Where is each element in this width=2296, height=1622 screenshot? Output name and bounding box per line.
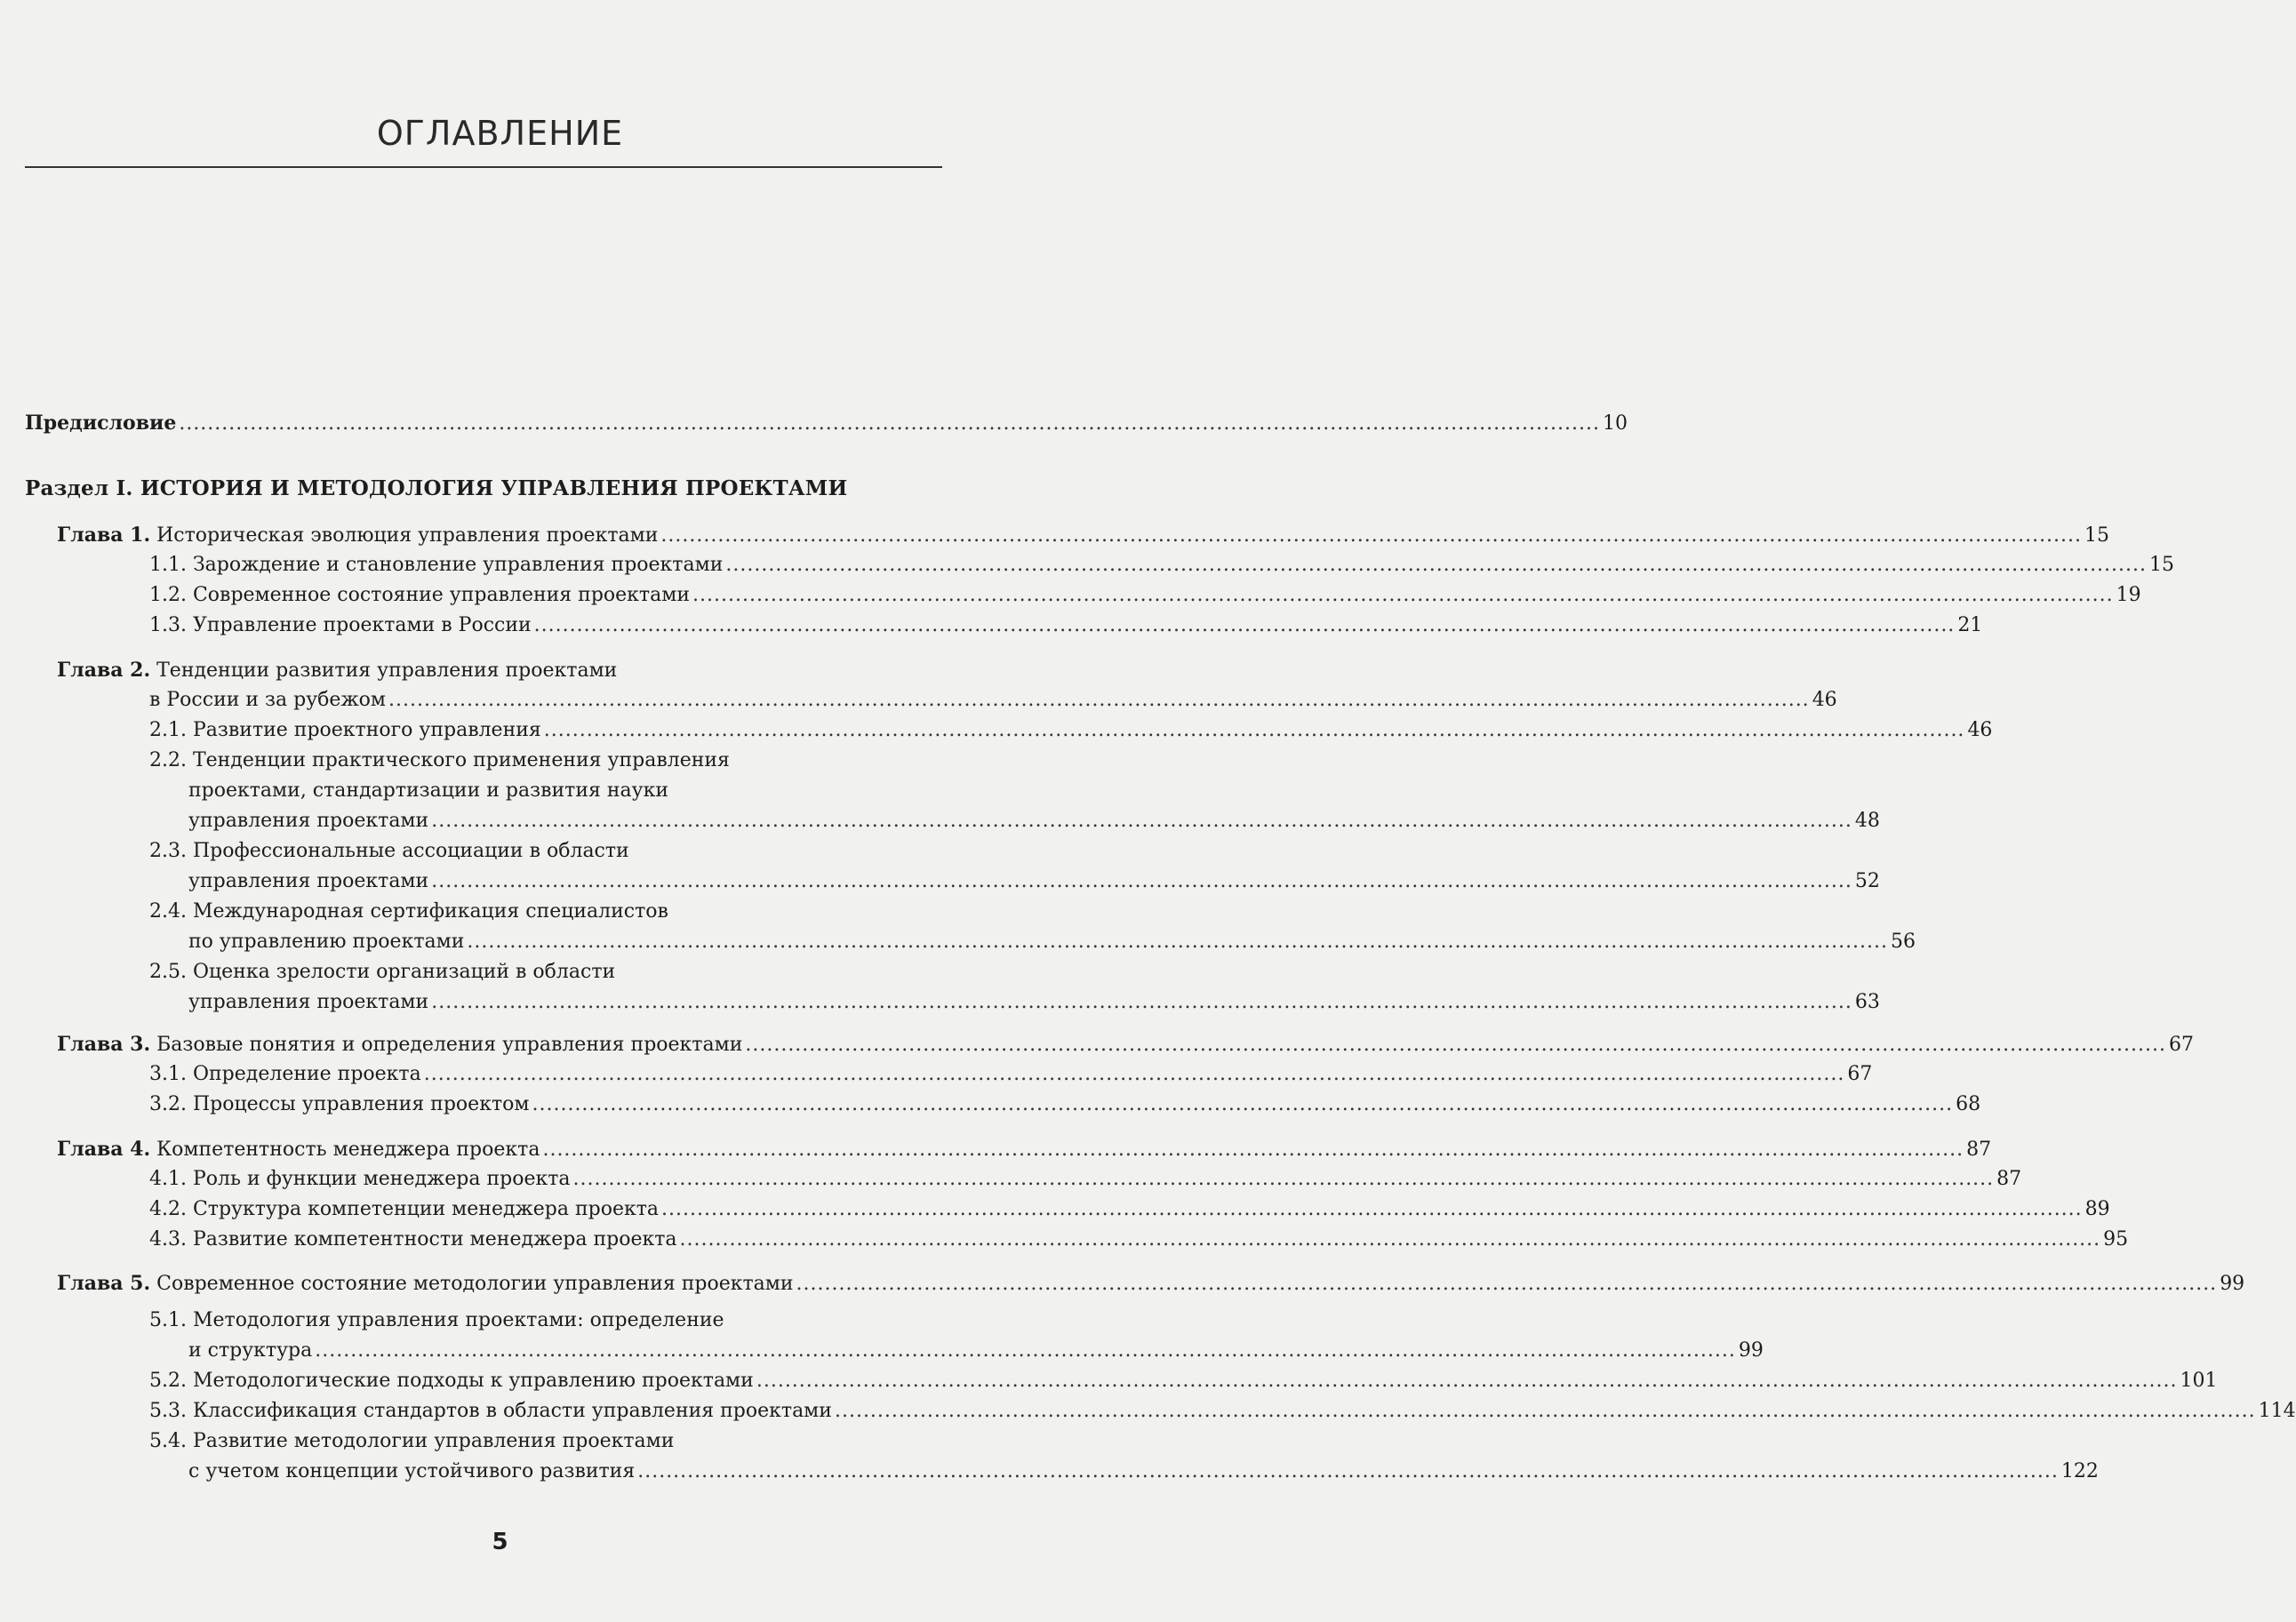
chapter-number: Глава 3. [57,1033,151,1056]
toc-entry-5-1-line1[interactable]: 5.1. Методология управления проектами: определение [149,1309,724,1331]
toc-entry-preface[interactable] [25,411,1628,436]
chapter-title: Тенденции развития управления проектами [156,659,618,682]
toc-entry-label: и структура [188,1339,313,1362]
chapter-title: Базовые понятия и определения управления проектами [156,1034,743,1056]
toc-page-number: 114 [2258,1400,2296,1422]
toc-page-number: 52 [1854,870,1880,892]
toc-page-number: 10 [1602,412,1628,435]
toc-entry-label: 3.2. Процессы управления проектом [149,1093,530,1115]
toc-entry-5-2[interactable] [149,1369,2218,1394]
leader-dots [725,553,2147,578]
toc-entry-chapter-2[interactable] [149,688,1837,713]
leader-dots [542,1138,1964,1163]
toc-entry-label: Предисловие [25,411,177,435]
leader-dots [315,1338,1736,1363]
toc-entry-3-1[interactable] [149,1062,1873,1087]
toc-page-number: 101 [2180,1370,2218,1392]
leader-dots [680,1227,2101,1252]
toc-entry-label: 1.3. Управление проектами в России [149,614,532,636]
toc-entry-5-3[interactable] [149,1399,2296,1424]
toc-entry-4-3[interactable] [149,1227,2129,1252]
title-rule [25,166,942,168]
toc-page-number: 15 [2084,524,2110,547]
toc-page-number: 46 [1967,719,1993,741]
toc-page-number: 99 [1738,1339,1764,1362]
toc-entry-chapter-3[interactable] [57,1032,2194,1058]
chapter-title: Компетентность менеджера проекта [156,1139,540,1161]
toc-page-number: 89 [2084,1198,2110,1220]
toc-entry-5-4-line1[interactable]: 5.4. Развитие методологии управления проектами [149,1430,675,1452]
chapter-number: Глава 1. [57,523,151,547]
chapter-number: Глава 4. [57,1138,151,1161]
toc-entry-label: с учетом концепции устойчивого развития [188,1460,636,1482]
toc-entry-2-2-line2[interactable]: проектами, стандартизации и развития науки [188,779,668,802]
toc-entry-2-5[interactable] [188,990,1880,1015]
toc-entry-label: 4.3. Развитие компетентности менеджера проекта [149,1228,677,1250]
toc-page-number: 46 [1812,689,1837,711]
toc-entry-2-4[interactable] [188,930,1916,955]
toc-entry-label: по управлению проектами [188,931,465,953]
toc-entry-label: управления проектами [188,810,429,832]
toc-page-number: 67 [2169,1034,2194,1056]
leader-dots [544,718,1965,743]
leader-dots [431,990,1852,1015]
toc-entry-4-2[interactable] [149,1197,2110,1222]
leader-dots [661,1197,2083,1222]
toc-entry-label: управления проектами [188,870,429,892]
toc-page-number: 67 [1847,1063,1873,1085]
toc-page-number: 56 [1891,931,1916,953]
chapter-title: Историческая эволюция управления проектами [156,524,659,547]
leader-dots [796,1272,2218,1297]
leader-dots [534,613,1956,638]
leader-dots [756,1369,2178,1394]
toc-page-number: 21 [1957,614,1983,636]
toc-entry-2-4-line1[interactable]: 2.4. Международная сертификация специалистов [149,900,668,923]
leader-dots [431,869,1852,894]
toc-entry-2-5-line1[interactable]: 2.5. Оценка зрелости организаций в области [149,961,616,983]
toc-entry-2-2[interactable] [188,809,1880,834]
toc-page-number: 99 [2220,1273,2245,1295]
toc-entry-label: 2.1. Развитие проектного управления [149,719,541,741]
toc-entry-2-1[interactable] [149,718,1993,743]
toc-entry-label: 3.1. Определение проекта [149,1063,421,1085]
leader-dots [388,688,1810,713]
toc-entry-label: 4.2. Структура компетенции менеджера проекта [149,1198,660,1220]
toc-entry-2-3[interactable] [188,869,1880,894]
toc-entry-3-2[interactable] [149,1092,1981,1117]
toc-entry-label: 1.2. Современное состояние управления проектами [149,584,690,606]
toc-entry-chapter-5[interactable] [57,1271,2245,1297]
toc-entry-1-1[interactable] [149,553,2175,578]
toc-entry-1-2[interactable] [149,583,2141,608]
chapter-number: Глава 5. [57,1272,151,1295]
toc-entry-2-2-line1[interactable]: 2.2. Тенденции практического применения управления [149,749,730,771]
leader-dots [424,1062,1845,1087]
toc-entry-chapter-1[interactable] [57,523,2110,548]
toc-page-number: 15 [2149,554,2175,576]
toc-entry-4-1[interactable] [149,1167,2022,1192]
page-number: 5 [492,1529,508,1555]
leader-dots [532,1092,1953,1117]
toc-entry-label: управления проектами [188,991,429,1013]
leader-dots [467,930,1888,955]
toc-page-number: 19 [2116,584,2141,606]
toc-page-number: 95 [2103,1228,2129,1250]
toc-entry-5-1[interactable] [188,1338,1764,1363]
toc-entry-chapter-2-title[interactable] [57,658,617,683]
toc-page-number: 63 [1854,991,1880,1013]
toc-entry-1-3[interactable] [149,613,1983,638]
chapter-title: Современное состояние методологии управления проектами [156,1273,794,1295]
section-heading: Раздел I. ИСТОРИЯ И МЕТОДОЛОГИЯ УПРАВЛЕНИЯ ПРОЕКТАМИ [25,476,848,500]
leader-dots [745,1033,2166,1058]
toc-entry-label: 4.1. Роль и функции менеджера проекта [149,1168,571,1190]
toc-page-number: 122 [2060,1460,2099,1482]
toc-entry-chapter-4[interactable] [57,1137,1992,1163]
leader-dots [692,583,2114,608]
toc-entry-5-4[interactable] [188,1459,2099,1484]
chapter-title-cont: в России и за рубежом [149,689,387,711]
leader-dots [431,809,1852,834]
toc-page-number: 87 [1996,1168,2022,1190]
toc-page-number: 87 [1966,1139,1992,1161]
leader-dots [660,523,2082,548]
toc-entry-label: 5.2. Методологические подходы к управлению проектами [149,1370,754,1392]
page-title: ОГЛАВЛЕНИЕ [376,114,624,153]
leader-dots [179,411,1600,436]
toc-entry-label: 1.1. Зарождение и становление управления проектами [149,554,724,576]
leader-dots [637,1459,2059,1484]
toc-entry-label: 5.3. Классификация стандартов в области управления проектами [149,1400,832,1422]
toc-page-number: 68 [1956,1093,1981,1115]
leader-dots [835,1399,2256,1424]
toc-page-number: 48 [1854,810,1880,832]
chapter-number: Глава 2. [57,659,151,682]
toc-entry-2-3-line1[interactable]: 2.3. Профессиональные ассоциации в области [149,840,629,862]
leader-dots [573,1167,1995,1192]
